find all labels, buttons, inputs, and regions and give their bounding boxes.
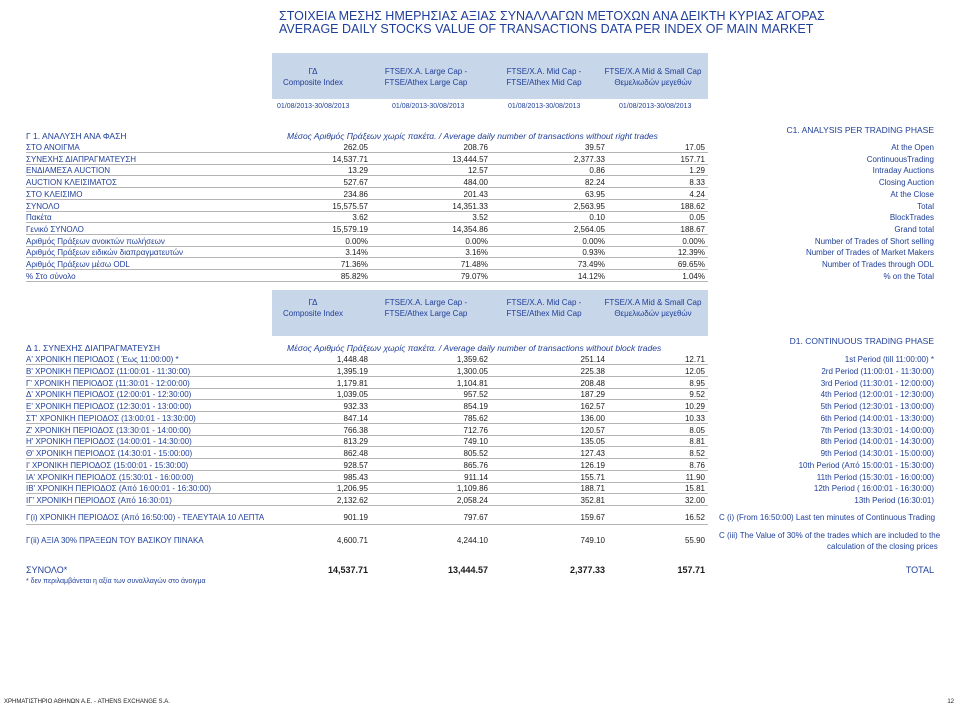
total-mid-small-cap: 157.71: [677, 565, 705, 575]
last-period-label: Γ(i) ΧΡΟΝΙΚΗ ΠΕΡΙΟΔΟΣ (Από 16:50:00) - ΤΕΛΕΥΤΑΙΑ 10 ΛΕΠΤΑ: [26, 513, 265, 522]
header2-col-large-cap: FTSE/X.A. Large Cap - FTSE/Athex Large Cap: [384, 298, 468, 318]
header2-col-mid-cap: FTSE/X.A. Mid Cap - FTSE/Athex Mid Cap: [506, 298, 582, 318]
row-label-gr: ΣΤΟ ΚΛΕΙΣΙΜΟ: [26, 189, 83, 199]
cell-large-cap: 208.76: [463, 143, 488, 152]
cell-mid-cap: 14.12%: [577, 271, 605, 281]
section-d-title-gr: Δ 1. ΣΥΝΕΧΗΣ ΔΙΑΠΡΑΓΜΑΤΕΥΣΗ: [26, 343, 160, 353]
cell-mid-small-cap: 12.39%: [677, 248, 705, 258]
period-large-cap: 01/08/2013-30/08/2013: [392, 103, 465, 110]
row-label-en: 1st Period (till 11:00:00) *: [844, 355, 934, 364]
row-label-gr: Αριθμός Πράξεων ανοικτών πωλήσεων: [26, 236, 165, 246]
last-period-row: [0, 512, 960, 523]
cell-large-cap: 712.76: [463, 425, 488, 435]
cell-large-cap: 79.07%: [460, 271, 488, 281]
cell-large-cap: 749.10: [463, 437, 488, 447]
cell-mid-small-cap: 10.29: [684, 402, 705, 411]
header-col-mid-cap: FTSE/X.A. Mid Cap - FTSE/Athex Mid Cap: [506, 67, 582, 87]
row-label-en: Total: [917, 201, 934, 211]
cell-mid-cap: 251.14: [580, 355, 605, 364]
row-label-en: 12th Period ( 16:00:01 - 16:30:00): [813, 484, 934, 494]
cell-mid-cap: 39.57: [584, 143, 605, 152]
cell-mid-small-cap: 12.05: [684, 366, 705, 376]
cell-composite: 2,132.62: [336, 496, 368, 505]
row-label-gr: ΣΥΝΕΧΗΣ ΔΙΑΠΡΑΓΜΑΤΕΥΣΗ: [26, 154, 137, 164]
cell-composite: 932.33: [343, 402, 368, 411]
cell-mid-small-cap: 9.52: [689, 390, 705, 400]
header-col-large-cap: FTSE/X.A. Large Cap - FTSE/Athex Large Cap: [384, 67, 468, 87]
cell-composite: 13.29: [347, 166, 368, 176]
cell-mid-cap: 0.10: [589, 213, 605, 223]
footnote: * δεν περιλαμβάνεται η αξία των συναλλαγών στο άνοιγμα: [26, 578, 206, 585]
value-30-large-cap: 4,244.10: [456, 536, 488, 545]
cell-mid-cap: 135.05: [580, 437, 605, 447]
page-title-greek: ΣΤΟΙΧΕΙΑ ΜΕΣΗΣ ΗΜΕΡΗΣΙΑΣ ΑΞΙΑΣ ΣΥΝΑΛΛΑΓΩΝ ΜΕΤΟΧΩΝ ΑΝΑ ΔΕΙΚΤΗ ΚΥΡΙΑΣ ΑΓΟΡΑΣ: [279, 9, 825, 23]
index-header-top: [272, 53, 708, 99]
cell-mid-cap: 2,563.95: [573, 201, 605, 211]
header-col-mid-small-cap: FTSE/X.A Mid & Small Cap Θεμελιωδών μεγεθών: [604, 67, 702, 87]
row-label-en: 9th Period (14:30:01 - 15:00:00): [820, 449, 934, 458]
cell-composite: 813.29: [343, 437, 368, 447]
cell-mid-small-cap: 8.95: [689, 378, 705, 388]
cell-mid-cap: 187.29: [580, 390, 605, 400]
cell-mid-cap: 225.38: [580, 366, 605, 376]
value-30-label-en-2: calculation of the closing prices: [827, 542, 938, 551]
section-c-title-gr: Γ 1. ΑΝΑΛΥΣΗ ΑΝΑ ΦΑΣΗ: [26, 131, 127, 141]
cell-composite: 234.86: [343, 189, 368, 199]
cell-mid-small-cap: 188.62: [680, 201, 705, 211]
cell-mid-small-cap: 17.05: [684, 143, 705, 152]
last-period-large-cap: 797.67: [463, 513, 488, 522]
cell-large-cap: 201.43: [463, 189, 488, 199]
cell-large-cap: 3.52: [472, 213, 488, 223]
cell-mid-cap: 126.19: [580, 460, 605, 470]
cell-large-cap: 1,109.86: [456, 484, 488, 494]
cell-large-cap: 854.19: [463, 402, 488, 411]
period-mid-cap: 01/08/2013-30/08/2013: [508, 103, 581, 110]
cell-mid-small-cap: 32.00: [684, 496, 705, 505]
cell-mid-cap: 155.71: [580, 472, 605, 482]
section-d-title-en: D1. CONTINUOUS TRADING PHASE: [789, 336, 934, 346]
row-label-gr: ΣΤΟ ΑΝΟΙΓΜΑ: [26, 143, 80, 152]
cell-mid-small-cap: 1.29: [689, 166, 705, 176]
cell-composite: 15,575.57: [332, 201, 368, 211]
row-label-en: 7th Period (13:30:01 - 14:00:00): [820, 425, 934, 435]
cell-large-cap: 2,058.24: [456, 496, 488, 505]
cell-mid-cap: 2,564.05: [573, 224, 605, 234]
cell-mid-cap: 162.57: [580, 402, 605, 411]
header2-col-mid-small-cap: FTSE/X.A Mid & Small Cap Θεμελιωδών μεγεθών: [604, 298, 702, 318]
row-label-en: At the Open: [891, 143, 934, 152]
row-label-en: Number of Trades through ODL: [821, 260, 934, 269]
cell-mid-small-cap: 1.04%: [682, 271, 705, 281]
last-period-mid-small-cap: 16.52: [684, 513, 705, 522]
row-label-en: 2rd Period (11:00:01 - 11:30:00): [821, 366, 934, 376]
row-label-en: 5th Period (12:30:01 - 13:00:00): [820, 402, 934, 411]
row-label-gr: ΙΑ' ΧΡΟΝΙΚΗ ΠΕΡΙΟΔΟΣ (15:30:01 - 16:00:00): [26, 472, 194, 482]
cell-large-cap: 484.00: [463, 178, 488, 188]
cell-mid-cap: 63.95: [584, 189, 605, 199]
row-label-gr: Αριθμός Πράξεων μέσω ODL: [26, 260, 130, 269]
cell-mid-small-cap: 0.00%: [682, 236, 705, 246]
cell-large-cap: 14,354.86: [452, 224, 488, 234]
cell-composite: 1,206.95: [336, 484, 368, 494]
row-label-gr: Δ' ΧΡΟΝΙΚΗ ΠΕΡΙΟΔΟΣ (12:00:01 - 12:30:00): [26, 390, 192, 400]
total-row: [0, 564, 960, 577]
row-label-gr: Α' ΧΡΟΝΙΚΗ ΠΕΡΙΟΔΟΣ ( Έως 11:00:00) *: [26, 355, 179, 364]
total-label-en: TOTAL: [905, 565, 934, 575]
cell-mid-cap: 73.49%: [577, 260, 605, 269]
cell-composite: 1,039.05: [336, 390, 368, 400]
period-mid-small-cap: 01/08/2013-30/08/2013: [619, 103, 692, 110]
cell-mid-cap: 120.57: [580, 425, 605, 435]
row-label-gr: ΣΥΝΟΛΟ: [26, 201, 60, 211]
value-30-composite: 4,600.71: [336, 536, 368, 545]
cell-mid-cap: 2,377.33: [573, 154, 605, 164]
row-label-en: % on the Total: [883, 271, 934, 281]
row-label-en: At the Close: [890, 189, 934, 199]
row-label-gr: Γ' ΧΡΟΝΙΚΗ ΠΕΡΙΟΔΟΣ (11:30:01 - 12:00:00): [26, 378, 190, 388]
cell-mid-small-cap: 8.81: [689, 437, 705, 447]
cell-composite: 985.43: [343, 472, 368, 482]
value-30-label: Γ(ii) ΑΞΙΑ 30% ΠΡΑΞΕΩΝ ΤΟΥ ΒΑΣΙΚΟΥ ΠΙΝΑΚΑ: [26, 536, 204, 545]
cell-large-cap: 911.14: [464, 472, 488, 482]
row-label-en: ContinuousTrading: [866, 154, 934, 164]
value-30-mid-small-cap: 55.90: [684, 536, 705, 545]
row-label-gr: Πακέτα: [26, 213, 52, 223]
cell-composite: 71.36%: [340, 260, 368, 269]
row-label-gr: ΣΤ' ΧΡΟΝΙΚΗ ΠΕΡΙΟΔΟΣ (13:00:01 - 13:30:00): [26, 413, 196, 423]
cell-large-cap: 1,300.05: [456, 366, 488, 376]
row-label-en: 13th Period (16:30:01): [854, 496, 934, 505]
cell-composite: 15,579.19: [332, 224, 368, 234]
cell-composite: 928.57: [343, 460, 368, 470]
cell-mid-cap: 82.24: [584, 178, 605, 188]
cell-large-cap: 785.62: [463, 413, 488, 423]
row-label-en: Grand total: [894, 224, 934, 234]
total-label: ΣΥΝΟΛΟ*: [26, 565, 68, 575]
row-label-gr: Θ' ΧΡΟΝΙΚΗ ΠΕΡΙΟΔΟΣ (14:30:01 - 15:00:00): [26, 449, 193, 458]
cell-mid-cap: 0.93%: [582, 248, 605, 258]
cell-large-cap: 957.52: [463, 390, 488, 400]
footer-page-number: 12: [947, 699, 954, 705]
cell-composite: 85.82%: [340, 271, 368, 281]
cell-mid-small-cap: 188.67: [680, 224, 705, 234]
row-label-gr: Η' ΧΡΟΝΙΚΗ ΠΕΡΙΟΔΟΣ (14:00:01 - 14:30:00): [26, 437, 192, 447]
cell-mid-small-cap: 11.90: [685, 472, 705, 482]
page-title: [279, 10, 825, 36]
cell-mid-cap: 188.71: [580, 484, 605, 494]
footer-exchange: ΧΡΗΜΑΤΙΣΤΗΡΙΟ ΑΘΗΝΩΝ Α.Ε. - ATHENS EXCHANGE S.A.: [4, 699, 170, 705]
cell-composite: 847.14: [343, 413, 368, 423]
cell-large-cap: 0.00%: [465, 236, 488, 246]
row-label-gr: Γενικό ΣΥΝΟΛΟ: [26, 224, 84, 234]
cell-mid-small-cap: 157.71: [680, 154, 705, 164]
row-label-en: Intraday Auctions: [872, 166, 934, 176]
cell-mid-small-cap: 8.33: [689, 178, 705, 188]
row-label-en: 6th Period (14:00:01 - 13:30:00): [820, 413, 934, 423]
cell-composite: 14,537.71: [332, 154, 368, 164]
cell-composite: 527.67: [343, 178, 368, 188]
cell-composite: 1,179.81: [336, 378, 368, 388]
cell-mid-small-cap: 8.52: [689, 449, 705, 458]
cell-composite: 1,395.19: [336, 366, 368, 376]
row-label-en: 4th Period (12:00:01 - 12:30:00): [820, 390, 934, 400]
row-label-en: 11th Period (15:30:01 - 16:00:00): [816, 472, 934, 482]
section-d-subtitle: Μέσος Αριθμός Πράξεων χωρίς πακέτα. / Average daily number of transactions without block trades: [287, 343, 662, 353]
cell-mid-cap: 208.48: [580, 378, 605, 388]
cell-mid-cap: 0.00%: [582, 236, 605, 246]
section-c-subtitle: Μέσος Αριθμός Πράξεων χωρίς πακέτα. / Average daily number of transactions without right trades: [287, 131, 658, 141]
row-label-en: 10th Period (Από 15:00:01 - 15:30:00): [798, 460, 934, 470]
value-30-label-en-1: C (iii) The Value of 30% of the trades which are included to the: [719, 531, 941, 540]
last-period-composite: 901.19: [343, 513, 368, 522]
period-composite: 01/08/2013-30/08/2013: [277, 103, 350, 110]
row-label-en: Closing Auction: [878, 178, 934, 188]
cell-large-cap: 12.57: [467, 166, 488, 176]
cell-composite: 3.14%: [345, 248, 368, 258]
row-label-gr: Β' ΧΡΟΝΙΚΗ ΠΕΡΙΟΔΟΣ (11:00:01 - 11:30:00): [26, 366, 191, 376]
cell-mid-small-cap: 69.65%: [677, 260, 705, 269]
section-c-title-en: C1. ANALYSIS PER TRADING PHASE: [786, 125, 934, 135]
cell-composite: 262.05: [343, 143, 368, 152]
cell-mid-cap: 0.86: [589, 166, 605, 176]
divider: [26, 524, 708, 525]
cell-mid-cap: 136.00: [580, 413, 605, 423]
cell-mid-small-cap: 10.33: [684, 413, 705, 423]
row-label-gr: ΙΒ' ΧΡΟΝΙΚΗ ΠΕΡΙΟΔΟΣ (Από 16:00:01 - 16:30:00): [26, 484, 212, 494]
cell-composite: 862.48: [343, 449, 368, 458]
cell-mid-small-cap: 0.05: [689, 213, 705, 223]
cell-mid-small-cap: 8.76: [689, 460, 705, 470]
page-title-english: AVERAGE DAILY STOCKS VALUE OF TRANSACTIONS DATA PER INDEX OF MAIN MARKET: [279, 22, 814, 36]
cell-large-cap: 865.76: [463, 460, 488, 470]
cell-large-cap: 1,104.81: [456, 378, 488, 388]
cell-large-cap: 1,359.62: [456, 355, 488, 364]
row-label-gr: % Στο σύνολο: [26, 271, 76, 281]
row-label-gr: ΙΓ' ΧΡΟΝΙΚΗ ΠΕΡΙΟΔΟΣ (Από 16:30:01): [26, 496, 172, 505]
last-period-label-en: C (i) (From 16:50:00) Last ten minutes of Continuous Trading: [719, 513, 936, 522]
row-label-en: Number of Trades of Market Makers: [805, 248, 934, 258]
row-label-gr: AUCTION ΚΛΕΙΣΙΜΑΤΟΣ: [26, 178, 117, 188]
row-label-gr: ΕΝΔΙΑΜΕΣΑ AUCTION: [26, 166, 111, 176]
value-30-mid-cap: 749.10: [580, 536, 605, 545]
cell-mid-small-cap: 8.05: [689, 425, 705, 435]
row-divider: [26, 505, 708, 506]
cell-composite: 0.00%: [345, 236, 368, 246]
cell-large-cap: 805.52: [463, 449, 488, 458]
row-label-gr: Ι' ΧΡΟΝΙΚΗ ΠΕΡΙΟΔΟΣ (15:00:01 - 15:30:00): [26, 460, 189, 470]
row-label-gr: Ε' ΧΡΟΝΙΚΗ ΠΕΡΙΟΔΟΣ (12:30:01 - 13:00:00): [26, 402, 192, 411]
row-label-gr: Ζ' ΧΡΟΝΙΚΗ ΠΕΡΙΟΔΟΣ (13:30:01 - 14:00:00): [26, 425, 191, 435]
total-composite: 14,537.71: [327, 565, 368, 575]
cell-large-cap: 71.48%: [460, 260, 488, 269]
total-mid-cap: 2,377.33: [569, 565, 605, 575]
row-label-en: Number of Trades of Short selling: [814, 236, 934, 246]
header-col-composite: ΓΔ Composite Index: [282, 67, 344, 87]
index-header-bottom: [272, 290, 708, 336]
cell-mid-small-cap: 15.81: [684, 484, 705, 494]
row-label-en: 3rd Period (11:30:01 - 12:00:00): [820, 378, 934, 388]
cell-composite: 1,448.48: [336, 355, 368, 364]
total-large-cap: 13,444.57: [447, 565, 488, 575]
last-period-mid-cap: 159.67: [580, 513, 605, 522]
cell-large-cap: 13,444.57: [452, 154, 488, 164]
cell-mid-small-cap: 12.71: [684, 355, 705, 364]
row-label-gr: Αριθμός Πράξεων ειδικών διαπραγματευτών: [26, 248, 183, 258]
cell-composite: 3.62: [352, 213, 368, 223]
row-label-en: 8th Period (14:00:01 - 14:30:00): [820, 437, 934, 447]
cell-mid-cap: 352.81: [580, 496, 605, 505]
cell-composite: 766.38: [343, 425, 368, 435]
row-divider: [26, 281, 708, 282]
cell-large-cap: 3.16%: [465, 248, 488, 258]
header2-col-composite: ΓΔ Composite Index: [282, 298, 344, 318]
row-label-en: BlockTrades: [889, 213, 934, 223]
cell-large-cap: 14,351.33: [452, 201, 488, 211]
cell-mid-cap: 127.43: [580, 449, 605, 458]
cell-mid-small-cap: 4.24: [689, 189, 705, 199]
